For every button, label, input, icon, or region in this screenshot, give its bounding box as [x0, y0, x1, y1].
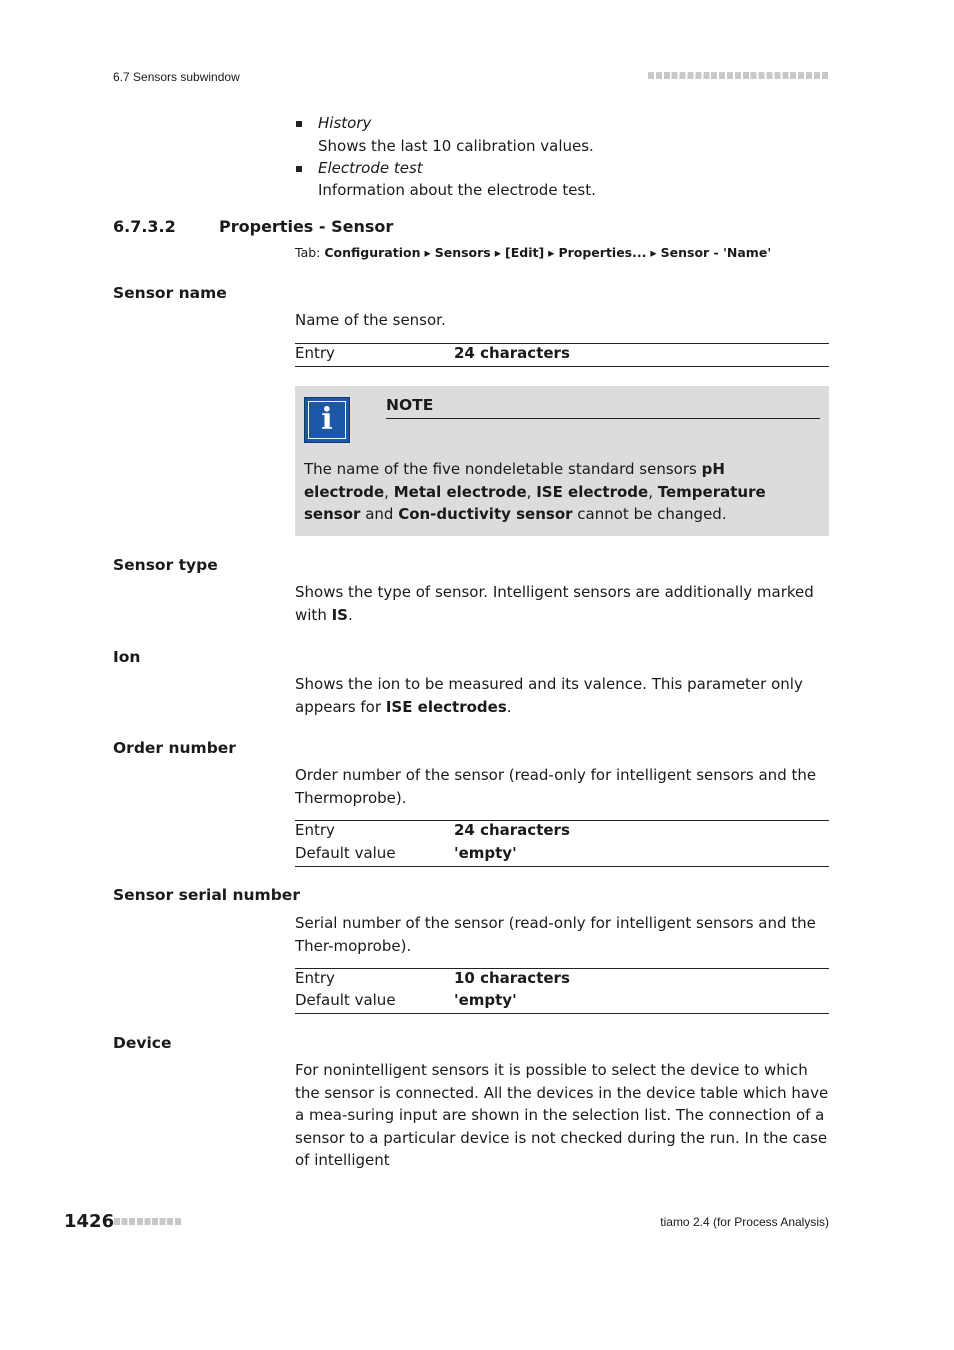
- bullet-history-desc: Shows the last 10 calibration values.: [318, 137, 594, 155]
- param-desc-ion: Shows the ion to be measured and its valence. This parameter only appears for ISE electrodes.: [295, 675, 803, 716]
- section-number: 6.7.3.2: [113, 217, 176, 236]
- bullet-marker: [296, 166, 302, 172]
- note-title: NOTE: [386, 396, 434, 414]
- param-label-sensor-type: Sensor type: [113, 556, 218, 574]
- param-desc-order-number: Order number of the sensor (read-only for intelligent sensors and the Thermoprobe).: [295, 766, 817, 807]
- table-rule-bottom: [295, 366, 829, 367]
- default-value: 'empty': [454, 844, 517, 862]
- note-text: The name of the five nondeletable standard sensors pH electrode, Metal electrode, ISE electrode, Temperature sensor and Con-ductivity sensor cannot be changed.: [304, 460, 766, 523]
- table-rule-bottom: [295, 866, 829, 867]
- entry-value: 24 characters: [454, 344, 570, 362]
- table-rule-bottom: [295, 1013, 829, 1014]
- footer-decoration-dots: [114, 1218, 182, 1225]
- running-header-section: 6.7 Sensors subwindow: [113, 70, 240, 84]
- page-number: 1426: [64, 1211, 115, 1232]
- entry-key: Entry: [295, 969, 335, 987]
- tab-path-sensor-name: Sensor - 'Name': [660, 245, 772, 260]
- entry-value: 10 characters: [454, 969, 570, 987]
- default-key: Default value: [295, 844, 396, 862]
- tab-path-configuration: Configuration: [324, 245, 421, 260]
- entry-value: 24 characters: [454, 821, 570, 839]
- entry-key: Entry: [295, 344, 335, 362]
- param-label-sensor-name: Sensor name: [113, 284, 227, 302]
- param-desc-serial-number: Serial number of the sensor (read-only for intelligent sensors and the Ther-moprobe).: [295, 914, 816, 955]
- path-arrow-icon: ▸: [650, 245, 657, 260]
- param-label-ion: Ion: [113, 648, 141, 666]
- footer-product: tiamo 2.4 (for Process Analysis): [660, 1215, 829, 1229]
- path-arrow-icon: ▸: [424, 245, 431, 260]
- note-title-rule: [386, 418, 820, 419]
- default-key: Default value: [295, 991, 396, 1009]
- param-desc-sensor-type: Shows the type of sensor. Intelligent sensors are additionally marked with IS.: [295, 583, 814, 624]
- param-label-order-number: Order number: [113, 739, 236, 757]
- default-value: 'empty': [454, 991, 517, 1009]
- bullet-marker: [296, 121, 302, 127]
- param-desc-sensor-name: Name of the sensor.: [295, 311, 446, 329]
- bullet-electrode-test-title: Electrode test: [318, 159, 423, 177]
- path-arrow-icon: ▸: [494, 245, 502, 260]
- tab-prefix: Tab:: [295, 245, 325, 260]
- info-icon: i: [304, 397, 350, 443]
- tab-path-sensors: Sensors: [434, 245, 491, 260]
- entry-key: Entry: [295, 821, 335, 839]
- bullet-electrode-test-desc: Information about the electrode test.: [318, 181, 596, 199]
- path-arrow-icon: ▸: [548, 245, 555, 260]
- param-label-device: Device: [113, 1034, 172, 1052]
- header-decoration-dots: [648, 72, 829, 79]
- tab-path-properties: Properties...: [558, 245, 647, 260]
- tab-navigation-path: [295, 245, 771, 260]
- bullet-history-title: History: [318, 114, 372, 132]
- param-label-serial-number: Sensor serial number: [113, 886, 300, 904]
- param-desc-device: For nonintelligent sensors it is possible to select the device to which the sensor is connected. All the devices in the device table which have a mea-suring input are shown in the selection list. The connection of a sensor to a particular device is not checked during the run. In the case of intelligent: [295, 1061, 829, 1169]
- tab-path-edit: [Edit]: [505, 245, 545, 260]
- section-title: Properties - Sensor: [219, 217, 394, 236]
